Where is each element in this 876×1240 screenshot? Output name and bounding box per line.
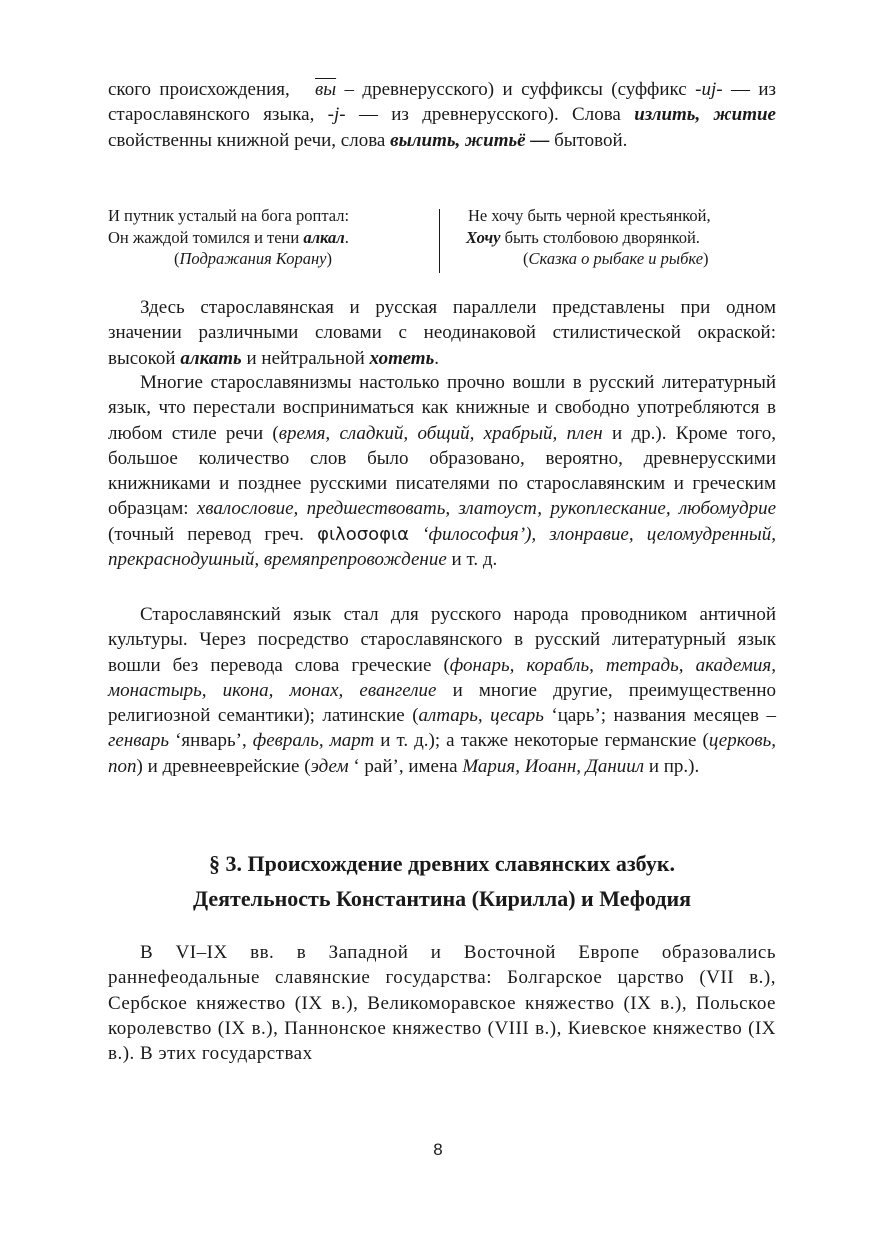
paragraph-antique-culture: [108, 602, 776, 779]
heading-text: . Происхождение древних славянских азбук: [236, 851, 670, 876]
paragraph-old-slavonicisms: [108, 370, 776, 572]
highlight-word: алкал: [303, 227, 345, 247]
highlight-word: хотеть: [369, 347, 435, 369]
bracket: (: [523, 249, 529, 268]
text: и т. д.: [451, 549, 498, 571]
poem-line: Не хочу быть черной крестьянкой,: [468, 206, 711, 225]
text: (точный перевод греч.: [108, 523, 304, 545]
vertical-divider: [439, 209, 440, 273]
text: и нейтральной: [246, 347, 365, 369]
text: Старославянский язык стал для русского народа проводником античной культуры. Через посредство старославянского в русский литературный язык вошли без перевода слова греческие (: [108, 604, 776, 676]
heading-line-2: Деятельность Константина (Кирилла) и Мефодия: [192, 886, 692, 911]
poem-text: Он жаждой томился и тени: [108, 227, 300, 247]
poem-source-title: Сказка о рыбаке и рыбке: [528, 249, 704, 268]
examples: алтарь, цесарь: [418, 705, 544, 727]
text: и пр.).: [648, 755, 700, 777]
examples: церковь, поп: [108, 730, 777, 777]
examples: эдем: [310, 755, 349, 777]
bracket: ): [703, 249, 709, 268]
examples: время, сладкий, общий, храбрый, плен: [278, 422, 603, 444]
paragraph-parallels: [108, 295, 776, 371]
highlight-word: алкать: [180, 347, 242, 369]
text: и др.). Кроме того, большое количество слов было образовано, вероятно, древнерусскими книжниками и позднее русскими писателями по старославянским и греческим образцам:: [108, 422, 776, 520]
examples: генварь: [108, 730, 170, 752]
colloquial-words: вылить, житьё —: [390, 129, 550, 151]
text: и т. д.); а также некоторые германские (: [380, 730, 709, 752]
poem-quote-right: [466, 205, 776, 270]
text: ‘ рай’, имена: [353, 755, 458, 777]
text: — из древнерусского). Слова: [358, 104, 621, 126]
poem-source-title: Подражания Корану: [179, 249, 327, 268]
suffix-example: -j-: [327, 104, 346, 126]
page-number: 8: [433, 1140, 443, 1159]
text: свойственны книжной речи, слова: [108, 129, 386, 151]
examples: ‘философия’), злонравие, целомудренный, прекраснодушный, времяпрепровождение: [108, 523, 777, 571]
poem-source: [108, 248, 428, 270]
poem-text: .: [344, 227, 349, 247]
text: – древнерусского) и суффиксы (суффикс: [344, 79, 687, 100]
text: ‘январь’,: [175, 730, 247, 752]
examples: Мария, Иоанн, Даниил: [462, 755, 645, 777]
text: В VI–IX вв. в Западной и Восточной Европе образовались раннефеодальные славянские государства: Болгарское царство (VII в.), Сербское княжество (IX в.), Великоморавское княжество (IX в.), Польское королевство (IX в.), Паннонское княжество (VIII в.), Киевское княжество (IX в.). В этих государствах: [108, 942, 776, 1065]
section-heading: [108, 846, 776, 916]
bracket: ): [326, 249, 332, 268]
paragraph-suffixes: [108, 77, 776, 153]
poem-source: [466, 248, 776, 270]
heading-text: .: [669, 851, 675, 876]
text: Многие старославянизмы настолько прочно вошли в русский литературный язык, что перестали восприниматься как книжные и свободно употребляются в любом стиле речи (: [108, 372, 776, 444]
poem-line: [108, 227, 428, 249]
examples: февраль, март: [252, 730, 375, 752]
bookish-words: излить, житие: [634, 104, 776, 126]
text: и многие другие, преимущественно религиозной семантики); латинские (: [108, 679, 776, 727]
poem-quotes: [108, 205, 776, 271]
section-number: § 3: [208, 851, 237, 876]
text: ‘царь’; названия месяцев –: [551, 705, 777, 727]
poem-line: [466, 227, 776, 249]
poem-text: быть столбовою дворянкой.: [504, 227, 700, 247]
suffix-example: -иj-: [695, 79, 723, 100]
bracket: (: [174, 249, 180, 268]
examples: хвалословие, предшествовать, златоуст, рукоплескание, любомудрие: [196, 498, 776, 520]
example-prefix: вы: [314, 79, 337, 100]
examples: фонарь, корабль, тетрадь, академия, монастырь, икона, монах, евангелие: [108, 654, 777, 701]
text: .: [434, 347, 439, 369]
text: ) и древнееврейские (: [136, 755, 311, 777]
highlight-word: Хочу: [466, 227, 501, 247]
heading-line-1: [108, 846, 776, 881]
poem-quote-left: [108, 205, 428, 270]
text: бытовой.: [554, 129, 628, 151]
text: Здесь старославянская и русская параллели представлены при одном значении различными словами с неодинаковой стилистической окраской: высокой: [108, 297, 776, 369]
greek-word: φιλοσοφια: [317, 523, 409, 545]
text: ского происхождения,: [108, 79, 290, 100]
paragraph-slavic-states: [108, 940, 776, 1066]
text: — из старославянского языка,: [108, 79, 777, 126]
poem-line: И путник усталый на бога роптал:: [108, 206, 350, 225]
